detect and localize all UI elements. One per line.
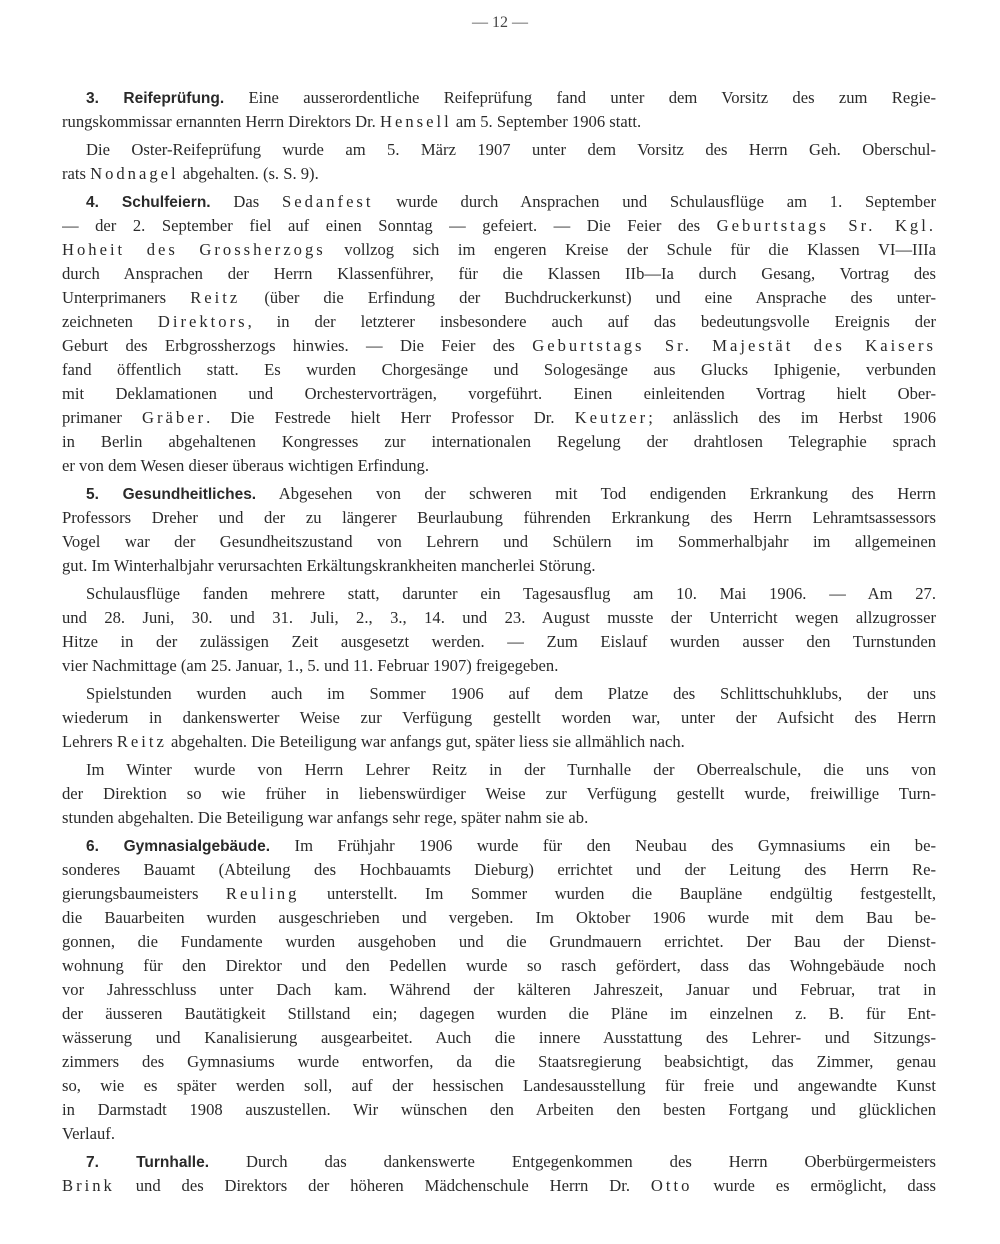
spaced-name: Nodnagel — [90, 164, 179, 183]
text-run: gut. Im Winterhalbjahr verursachten Erkältungskrankheiten mancherlei Störung. — [62, 556, 596, 575]
spaced-name: Hensell — [379, 112, 452, 131]
text-line — [62, 730, 936, 754]
spaced-name: Sedanfest — [281, 192, 374, 211]
paragraph — [62, 138, 936, 186]
text-run: gonnen, die Fundamente wurden ausgehoben und die Grundmauern errichtet. Der Bau der Dienst- — [62, 932, 936, 951]
section-heading: 6. Gymnasialgebäude. — [86, 838, 271, 855]
document-body — [62, 86, 936, 1202]
text-run: — der 2. September fiel auf einen Sonntag — gefeiert. — Die Feier des — [62, 216, 717, 235]
text-run: fand öffentlich statt. Es wurden Chorgesänge und Sologesänge aus Glucks Iphigenie, verbunden — [62, 360, 936, 379]
text-run: Verlauf. — [62, 1124, 115, 1143]
text-line — [62, 406, 936, 430]
text-run: gierungsbaumeisters — [62, 884, 226, 903]
section-heading: 7. Turnhalle. — [86, 1154, 210, 1171]
text-run: Durch das dankenswerte Entgegenkommen des Herrn Oberbürgermeisters — [209, 1152, 936, 1171]
text-line — [62, 606, 936, 630]
text-line — [62, 834, 936, 858]
text-line — [62, 162, 936, 186]
text-run: stunden abgehalten. Die Beteiligung war anfangs sehr rege, später nahm sie ab. — [62, 808, 589, 827]
text-line — [62, 858, 936, 882]
spaced-name: Reitz — [190, 288, 241, 307]
text-line — [62, 262, 936, 286]
text-line — [62, 454, 936, 478]
text-line — [62, 334, 936, 358]
text-run: zimmers des Gymnasiums wurde entworfen, da die Staatsregierung beabsichtigt, das Zimmer, genau — [62, 1052, 936, 1071]
text-run: (über die Erfindung der Buchdruckerkunst) und eine Ansprache des unter- — [240, 288, 936, 307]
text-line — [62, 286, 936, 310]
text-line — [62, 530, 936, 554]
text-line — [62, 1074, 936, 1098]
spaced-name: Keutzer — [574, 408, 649, 427]
text-line — [62, 238, 936, 262]
text-line — [62, 706, 936, 730]
text-run: wässerung und Kanalisierung ausgearbeitet. Auch die innere Ausstattung des Lehrer- und Sitzungs- — [62, 1028, 936, 1047]
text-run: Professors Dreher und der zu längerer Beurlaubung führenden Erkrankung des Herrn Lehramtsassessors — [62, 508, 936, 527]
text-line — [62, 1174, 936, 1198]
text-run: in Berlin abgehaltenen Kongresses zur internationalen Regelung der drahtlosen Telegraphie sprach — [62, 432, 936, 451]
text-line — [62, 682, 936, 706]
paragraph — [62, 190, 936, 478]
text-line — [62, 482, 936, 506]
text-line — [62, 358, 936, 382]
text-line — [62, 882, 936, 906]
text-run: wurde durch Ansprachen und Schulausflüge am 1. September — [373, 192, 936, 211]
text-run: abgehalten. Die Beteiligung war anfangs gut, später liess sie allmählich nach. — [166, 732, 685, 751]
spaced-name: Geburtstags Sr. Kgl. — [716, 216, 936, 235]
text-run: der äusseren Bautätigkeit Stillstand ein; dagegen wurden die Pläne im einzelnen z. B. für Ent- — [62, 1004, 936, 1023]
text-line — [62, 1150, 936, 1174]
text-line — [62, 930, 936, 954]
text-run: Das — [210, 192, 282, 211]
text-run: der Direktion so wie früher in liebenswürdiger Weise zur Verfügung gestellt wurde, freiwillige Turn- — [62, 784, 936, 803]
text-run: rungskommissar ernannten Herrn Direktors Dr. — [62, 112, 380, 131]
spaced-name: Reitz — [116, 732, 167, 751]
text-line — [62, 906, 936, 930]
spaced-name: Reuling — [225, 884, 300, 903]
text-line — [62, 554, 936, 578]
text-run: in Darmstadt 1908 auszustellen. Wir wünschen den Arbeiten den besten Fortgang und glücklichen — [62, 1100, 936, 1119]
text-line — [62, 806, 936, 830]
spaced-name: Otto — [650, 1176, 693, 1195]
text-run: wurde es ermöglicht, dass — [692, 1176, 936, 1195]
text-run: durch Ansprachen der Herrn Klassenführer, für die Klassen IIb—Ia durch Gesang, Vortrag des — [62, 264, 936, 283]
paragraph — [62, 758, 936, 830]
text-run: vier Nachmittage (am 25. Januar, 1., 5. und 11. Februar 1907) freigegeben. — [62, 656, 559, 675]
paragraph — [62, 682, 936, 754]
text-line — [62, 506, 936, 530]
text-run: Vogel war der Gesundheitszustand von Lehrern und Schülern im Sommerhalbjahr im allgemeinen — [62, 532, 936, 551]
spaced-name: Hoheit des Grossherzogs — [62, 240, 326, 259]
paragraph — [62, 482, 936, 578]
text-run: vollzog sich im engeren Kreise der Schule für die Klassen VI—IIIa — [325, 240, 936, 259]
text-line — [62, 310, 936, 334]
text-run: er von dem Wesen dieser überaus wichtigen Erfindung. — [62, 456, 429, 475]
text-line — [62, 630, 936, 654]
text-run: ; anlässlich des im Herbst 1906 — [648, 408, 936, 427]
text-line — [62, 190, 936, 214]
text-run: und des Direktors der höheren Mädchenschule Herrn Dr. — [114, 1176, 651, 1195]
text-run: Im Frühjahr 1906 wurde für den Neubau des Gymnasiums ein be- — [270, 836, 936, 855]
paragraph — [62, 834, 936, 1146]
text-run: Hitze in der zulässigen Zeit ausgesetzt werden. — Zum Eislauf wurden ausser den Turnstunden — [62, 632, 936, 651]
text-run: Geburt des Erbgrossherzogs hinwies. — Die Feier des — [62, 336, 533, 355]
text-line — [62, 138, 936, 162]
spaced-name: Gräber — [142, 408, 207, 427]
text-run: und 28. Juni, 30. und 31. Juli, 2., 3., 14. und 23. August musste der Unterricht wegen allzugrosser — [62, 608, 936, 627]
text-line — [62, 86, 936, 110]
text-line — [62, 1050, 936, 1074]
text-run: die Bauarbeiten wurden ausgeschrieben und vergeben. Im Oktober 1906 wurde mit dem Bau be- — [62, 908, 936, 927]
text-line — [62, 758, 936, 782]
spaced-name: Geburtstags Sr. Majestät des Kaisers — [532, 336, 936, 355]
text-run: rats — [62, 164, 91, 183]
text-line — [62, 582, 936, 606]
text-run: primaner — [62, 408, 143, 427]
text-run: , in der letzterer insbesondere auch auf das bedeutungsvolle Ereignis der — [247, 312, 936, 331]
paragraph — [62, 1150, 936, 1198]
section-heading: 5. Gesundheitliches. — [86, 486, 257, 503]
text-run: Spielstunden wurden auch im Sommer 1906 auf dem Platze des Schlittschuhklubs, der uns — [86, 684, 936, 703]
text-line — [62, 978, 936, 1002]
text-line — [62, 1002, 936, 1026]
section-heading: 4. Schulfeiern. — [86, 194, 211, 211]
text-run: Unterprimaners — [62, 288, 191, 307]
text-run: Eine ausserordentliche Reifeprüfung fand unter dem Vorsitz des zum Regie- — [224, 88, 936, 107]
text-run: mit Deklamationen und Orchestervorträgen, vorgeführt. Einen einleitenden Vortrag hielt Ober- — [62, 384, 936, 403]
paragraph — [62, 86, 936, 134]
text-run: am 5. September 1906 statt. — [451, 112, 642, 131]
text-run: abgehalten. (s. S. 9). — [178, 164, 319, 183]
text-line — [62, 382, 936, 406]
text-run: . Die Festrede hielt Herr Professor Dr. — [206, 408, 575, 427]
text-line — [62, 1098, 936, 1122]
text-line — [62, 782, 936, 806]
section-heading: 3. Reifeprüfung. — [86, 90, 225, 107]
text-run: Lehrers — [62, 732, 117, 751]
text-line — [62, 954, 936, 978]
page-number: — 12 — — [472, 14, 528, 31]
text-line — [62, 1122, 936, 1146]
spaced-name: Direktors — [157, 312, 248, 331]
text-line — [62, 214, 936, 238]
text-run: zeichneten — [62, 312, 158, 331]
text-run: Schulausflüge fanden mehrere statt, darunter ein Tagesausflug am 10. Mai 1906. — Am 27. — [86, 584, 936, 603]
text-run: so, wie es später werden soll, auf der hessischen Landesausstellung für freie und angewandte Kunst — [62, 1076, 936, 1095]
spaced-name: Brink — [62, 1176, 115, 1195]
text-line — [62, 654, 936, 678]
text-run: sonderes Bauamt (Abteilung des Hochbauamts Dieburg) errichtet und der Leitung des Herrn Re- — [62, 860, 936, 879]
text-run: Im Winter wurde von Herrn Lehrer Reitz in der Turnhalle der Oberrealschule, die uns von — [86, 760, 936, 779]
text-run: Abgesehen von der schweren mit Tod endigenden Erkrankung des Herrn — [256, 484, 936, 503]
text-run: wiederum in dankenswerter Weise zur Verfügung gestellt worden war, unter der Aufsicht des Herrn — [62, 708, 936, 727]
text-line — [62, 1026, 936, 1050]
paragraph — [62, 582, 936, 678]
text-run: wohnung für den Direktor und den Pedellen wurde so rasch gefördert, dass das Wohngebäude noch — [62, 956, 936, 975]
text-run: vor Jahresschluss unter Dach kam. Während der kälteren Jahreszeit, Januar und Februar, trat in — [62, 980, 936, 999]
text-run: Die Oster-Reifeprüfung wurde am 5. März 1907 unter dem Vorsitz des Herrn Geh. Oberschul- — [86, 140, 936, 159]
text-run: unterstellt. Im Sommer wurden die Baupläne endgültig festgestellt, — [299, 884, 936, 903]
text-line — [62, 430, 936, 454]
text-line — [62, 110, 936, 134]
